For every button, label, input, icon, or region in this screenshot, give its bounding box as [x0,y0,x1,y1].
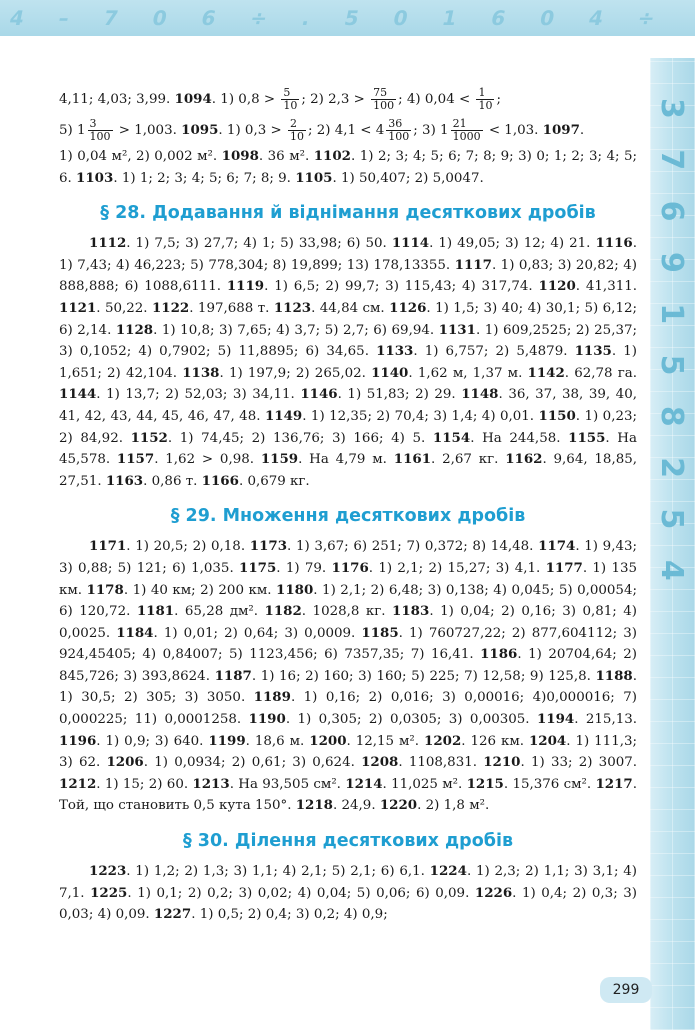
exercise-number: 1225 [90,884,128,901]
exercise-answer: . 1) 7,43; 4) 46,223; 5) 778,304; 8) 19,899; 13) 178,13355. [59,236,637,273]
exercise-answer: . 1) 33; 2) 3007. [520,755,638,771]
exercise-answer: . 1) 1,651; 2) 42,104. [59,344,637,381]
exercise-answer: . 1) 2,1; 2) 6,48; 3) 0,138; 4) 0,045; 5) 0,00054; 6) 120,72. [59,582,637,620]
exercise-number: 1159 [260,451,299,468]
exercise-answer: . 1) 609,2525; 2) 25,37; 3) 0,1052; 4) 0,7902; 5) 11,8895; 6) 34,65. [59,322,637,360]
exercise-number: 1215 [466,775,504,792]
exercise-answer: . 18,6 м. [245,733,310,749]
fraction: $\frac{5}{10}$ [283,86,298,112]
exercise-number: 1142 [527,364,565,381]
exercise-number: 1133 [376,343,414,360]
exercise-number: 1220 [379,797,418,814]
exercise-answer: . 1) 2,1; 2) 15,27; 3) 4,1. [368,560,546,576]
exercise-answer: . На 244,58. [470,430,569,446]
exercise-answer: . 126 км. [461,733,529,749]
exercise-answer: . 11,025 м². [382,776,467,792]
exercise-answer: . 1) 0,16; 2) 0,016; 3) 0,00016; 4)0,000016; 7) 0,000225; 11) 0,0001258. [59,690,637,728]
exercise-number: 1128 [115,321,154,338]
exercise-number: 1161 [393,451,432,468]
section-title-29: § 29. Множення десяткових дробів [170,506,526,527]
exercise-answer: . 1) 0,305; 2) 0,0305; 3) 0,00305. [285,712,537,728]
exercise-answer: . 1) 74,45; 2) 136,76; 3) 166; 4) 5. [167,430,433,446]
exercise-number: 1140 [371,364,409,381]
top-band-glyphs: 4 – 7 0 6 ÷ . 5 0 1 6 0 4 ÷ [7,6,672,30]
exercise-answer: . 2,67 кг. [431,452,506,468]
exercise-number: 1154 [432,429,471,446]
exercise-number: 1174 [538,538,576,555]
exercise-answer: . 1108,831. [398,755,484,771]
section-title-28: § 28. Додавання й віднімання десяткових дробів [100,203,596,224]
exercise-number: 1121 [59,299,97,316]
exercise-answer: . 44,84 см. [311,300,390,316]
side-band-glyphs: 3 7 6 9 1 5 8 2 5 4 [654,98,689,591]
exercise-answer: . 1) 0,01; 2) 0,64; 3) 0,0009. [153,625,362,641]
exercise-number: 1208 [361,754,399,771]
exercise-number: 1163 [105,472,144,489]
exercise-answer: . 1) 0,5; 2) 0,4; 3) 0,2; 4) 0,9; [191,907,388,923]
exercise-number: 1120 [538,278,576,295]
exercise-number: 1199 [208,732,246,749]
exercise-answer: . На 4,79 м. [298,452,394,468]
exercise-number: 1119 [226,278,265,295]
intro-line-3: 1) 0,04 м², 2) 0,002 м². 1098. 36 м². 1102. 1) 2; 3; 4; 5; 6; 7; 8; 9; 3) 0; 1; 2; 3; 4; 5; 6. 1103. 1) 1; 2; 3; 4; 5; 6; 7; 8; 9. 1105. 1) 50,407; 2) 5,0047. [59,148,638,186]
exercise-number: 1223 [89,863,127,880]
exercise-number: 1152 [130,429,168,446]
exercise-answer: . 1) 3,67; 6) 251; 7) 0,372; 8) 14,48. [287,539,539,555]
exercise-number: 1183 [392,603,430,620]
exercise-number: 1189 [253,689,291,706]
exercise-number: 1210 [483,754,521,771]
exercise-answer: . 65,28 дм². [174,604,265,620]
exercise-number: 1112 [89,235,127,252]
exercise-answer: . 9,64, 18,85, 27,51. [59,452,638,489]
exercise-number: 1185 [361,624,399,641]
exercise-number: 1150 [538,407,576,424]
exercise-number: 1212 [59,775,97,792]
exercise-answer: . 1) 9,43; 3) 0,88; 5) 121; 6) 1,035. [59,539,637,576]
exercise-answer: . 1) 15; 2) 60. [96,776,193,792]
exercise-number: 1155 [568,429,606,446]
answers-content [59,84,637,926]
exercise-answer: . 1) 20,5; 2) 0,18. [126,539,250,555]
exercise-number: 1173 [249,538,288,555]
fraction: $\frac{1}{10}$ [478,86,493,112]
exercise-number: 1149 [264,407,303,424]
exercise-number: 1144 [59,386,97,403]
section-answers-29 [59,536,637,817]
exercise-number: 1217 [595,775,633,792]
exercise-answer: . На 93,505 см². [229,776,346,792]
page-number: 299 [600,977,652,1003]
exercise-answer: . 1) 6,5; 2) 99,7; 3) 115,43; 4) 317,74. [264,279,539,295]
exercise-number: 1181 [136,603,175,620]
exercise-number: 1138 [182,364,220,381]
exercise-answer: . 12,15 м². [346,733,424,749]
exercise-number: 1182 [264,603,302,620]
exercise-answer: . 1) 135 км. [59,560,637,598]
exercise-answer: . 15,376 см². [503,776,596,792]
exercise-number: 1148 [461,386,499,403]
exercise-number: 1123 [273,299,312,316]
exercise-answer: . 2) 1,8 м². [417,798,490,814]
fraction: $\frac{3}{100}$ [89,117,111,143]
exercise-number: 1218 [295,797,333,814]
exercise-number: 1202 [424,732,462,749]
exercise-answer: . 1) 13,7; 2) 52,03; 3) 34,11. [96,387,301,403]
exercise-number: 1180 [276,581,314,598]
exercise-answer: . 1) 0,9; 3) 640. [96,733,209,749]
exercise-number: 1131 [438,321,476,338]
exercise-answer: . 1,62 м, 1,37 м. [408,365,528,381]
exercise-answer: . 0,86 т. [143,473,202,489]
exercise-number: 1176 [331,559,369,576]
exercise-answer: . 1) 0,1; 2) 0,2; 3) 0,02; 4) 0,04; 5) 0,06; 6) 0,09. [127,885,475,901]
exercise-number: 1214 [345,775,383,792]
exercise-number: 1114 [391,235,430,252]
exercise-number: 1162 [505,451,543,468]
exercise-number: 1117 [454,256,492,273]
exercise-answer: . 1) 79. [276,560,332,576]
exercise-number: 1186 [480,646,518,663]
exercise-number: 1184 [116,624,154,641]
exercise-number: 1227 [153,906,192,923]
exercise-answer: . Той, що становить 0,5 кута 150°. [59,776,638,814]
exercise-answer: . 50,22. [96,300,152,316]
exercise-answer: . 1) 0,04; 2) 0,16; 3) 0,81; 4) 0,0025. [59,604,638,641]
exercise-answer: . 1) 0,4; 2) 0,3; 3) 0,03; 4) 0,09. [59,885,638,923]
exercise-number: 1122 [151,299,190,316]
exercise-number: 1178 [86,581,124,598]
exercise-answer: . 36, 37, 38, 39, 40, 41, 42, 43, 44, 45, 46, 47, 48. [59,387,637,424]
exercise-answer: . 1) 197,9; 2) 265,02. [219,365,372,381]
exercise-answer: . 0,679 кг. [238,473,310,489]
exercise-answer: . 1) 51,83; 2) 29. [337,387,462,403]
exercise-answer: . 1) 16; 2) 160; 3) 160; 5) 225; 7) 12,58; 9) 125,8. [251,668,596,684]
exercise-number: 1190 [248,711,286,728]
exercise-number: 1187 [214,667,252,684]
exercise-answer: . 1028,8 кг. [301,604,393,620]
exercise-answer: . 1) 0,83; 3) 20,82; 4) 888,888; 6) 1088,6111. [59,257,637,295]
intro-line-1: 4,11; 4,03; 3,99. 1094. 1) 0,8 > $\frac{5}{10}$ ; 2) 2,3 > $\frac{75}{100}$ ; 4) 0,04 < $\frac{1}{10}$ ; [59,86,501,112]
exercise-number: 1226 [474,884,513,901]
fraction: $\frac{2}{10}$ [289,117,304,143]
section-answers-28 [59,233,637,492]
intro-line-2: 5) 1 $\frac{3}{100}$ > 1,003. 1095. 1) 0,3 > $\frac{2}{10}$ ; 2) 4,1 < 4 $\frac{36}{100}$ ; 3) 1 $\frac{21}{1000}$ < 1,03. 1097. [59,117,585,143]
exercise-answer: . 1) 6,757; 2) 5,4879. [413,344,575,360]
exercise-answer: . 1) 760727,22; 2) 877,604112; 3) 924,45405; 4) 0,84007; 5) 1123,456; 6) 7357,35; 7) 16,41. [59,625,637,663]
exercise-answer: . 1) 20704,64; 2) 845,726; 3) 393,8624. [59,647,637,684]
side-decorative-band [650,58,695,1030]
exercise-number: 1166 [201,472,239,489]
exercise-number: 1175 [239,559,277,576]
exercise-number: 1196 [59,732,97,749]
exercise-number: 1224 [429,863,467,880]
section-answers-30 [59,861,637,926]
fraction: $\frac{21}{1000}$ [452,117,481,143]
exercise-answer: . 41,311. [575,279,638,295]
exercise-answer: . 62,78 га. [564,365,637,381]
exercise-number: 1177 [545,559,583,576]
section-title-30: § 30. Ділення десяткових дробів [182,831,514,852]
exercise-answer: . 1) 7,5; 3) 27,7; 4) 1; 5) 33,98; 6) 50. [126,236,392,252]
exercise-answer: . 1) 30,5; 2) 305; 3) 3050. [59,668,637,706]
exercise-answer: . 215,13. [574,712,638,728]
exercise-answer: . 1) 0,23; 2) 84,92. [59,408,638,446]
exercise-number: 1135 [574,343,612,360]
exercise-answer: . 1) 2,3; 2) 1,1; 3) 3,1; 4) 7,1. [59,864,638,901]
exercise-number: 1171 [89,538,127,555]
exercise-answer: . 1) 0,0934; 2) 0,61; 3) 0,624. [143,755,362,771]
exercise-answer: . 1) 1,5; 3) 40; 4) 30,1; 5) 6,12; 6) 2,14. [59,300,637,338]
exercise-answer: . 1) 1,2; 2) 1,3; 3) 1,1; 4) 2,1; 5) 2,1; 6) 6,1. [126,864,430,880]
exercise-answer: . 1) 40 км; 2) 200 км. [123,582,277,598]
exercise-answer: . 24,9. [333,798,380,814]
exercise-number: 1126 [389,299,427,316]
exercise-number: 1194 [536,711,575,728]
exercise-answer: . 1) 12,35; 2) 70,4; 3) 1,4; 4) 0,01. [302,408,539,424]
exercise-answer: . 1) 49,05; 3) 12; 4) 21. [429,236,596,252]
exercise-answer: . 1) 10,8; 3) 7,65; 4) 3,7; 5) 2,7; 6) 69,94. [153,322,439,338]
exercise-number: 1206 [106,754,144,771]
exercise-number: 1146 [300,386,338,403]
exercise-answer: . 1,62 > 0,98. [154,452,261,468]
exercise-number: 1204 [528,732,567,749]
exercise-answer: . 1) 111,3; 3) 62. [59,733,638,771]
exercise-number: 1157 [116,451,155,468]
exercise-number: 1188 [595,667,633,684]
fraction: $\frac{75}{100}$ [373,86,395,112]
exercise-answer: . На 45,578. [59,430,637,468]
exercise-number: 1200 [309,732,347,749]
exercise-number: 1116 [595,235,633,252]
exercise-number: 1213 [192,775,230,792]
fraction: $\frac{36}{100}$ [388,117,410,143]
exercise-answer: . 197,688 т. [189,300,274,316]
top-decorative-band [0,0,695,36]
